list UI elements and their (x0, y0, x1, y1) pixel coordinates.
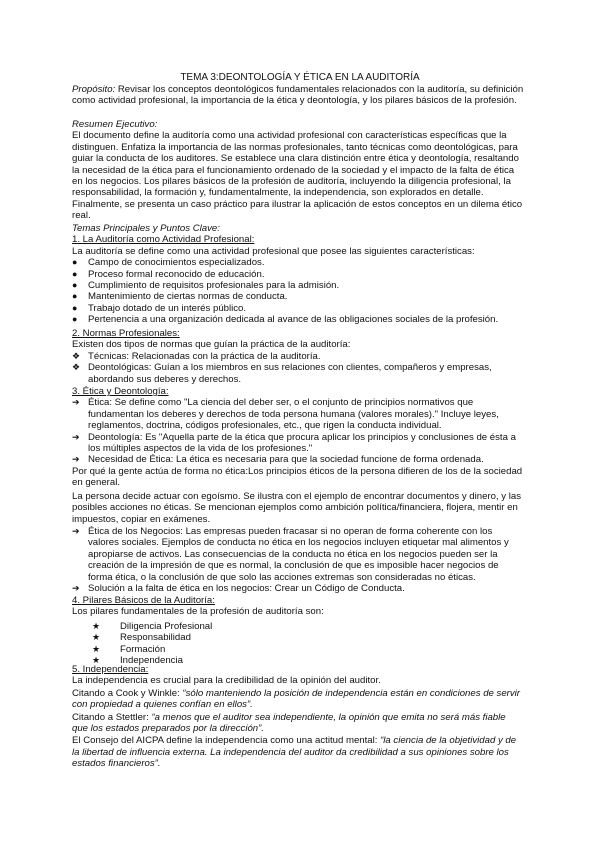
list-item: ● Pertenencia a una organización dedicada al avance de las obligaciones sociales de la profesión. (72, 314, 499, 326)
section-intro: Existen dos tipos de normas que guían la práctica de la auditoría: (72, 339, 351, 351)
list-item: ➔ Solución a la falta de ética en los negocios: Crear un Código de Conducta. (72, 583, 405, 595)
list-item: ➔ Ética de los Negocios: Las empresas pueden fracasar si no operan de forma coherente con los valores sociales. Ejemplos de conducta no ética en los negocios incluyen etiquetar mal alimentos y apropiarse de activos. Las consecuencias de la conducta no ética en los negocios pueden ser la creación de la impresión de que es normal, la conclusión de que es imposible hacer negocios de forma ética, o la conclusión de que solo las acciones extremas son consideradas no éticas. (72, 526, 509, 583)
themes-label: Temas Principales y Puntos Clave: (72, 223, 220, 234)
list-item: ➔ Necesidad de Ética: La ética es necesaria para que la sociedad funcione de forma ordenada. (72, 454, 484, 466)
star-list (72, 621, 524, 667)
summary-text: El documento define la auditoría como una actividad profesional con características específicas que la distinguen. Enfatiza la importancia de las normas profesionales, tanto técnicas como deontológicas, para guiar la conducta de los auditores. Se establece una clara distinción entre ética y deontología, resaltando la necesidad de la ética para el funcionamiento ordenado de la sociedad y el impacto de la falta de ética en los negocios. Los pilares básicos de la profesión de auditoría, incluyendo la diligencia profesional, la responsabilidad, la formación y, fundamentalmente, la independencia, son explorados en detalle. Finalmente, se presenta un caso práctico para ilustrar la aplicación de estos conceptos en un dilema ético real. (72, 130, 523, 222)
section-3-business (72, 526, 524, 594)
list-item: ● Cumplimiento de requisitos profesionales para la admisión. (72, 280, 340, 292)
list-item: ★ Independencia (92, 655, 183, 667)
section-1 (72, 223, 524, 326)
list-item: ❖ Técnicas: Relacionadas con la práctica de la auditoría. (72, 350, 321, 362)
list-item: ● Proceso formal reconocido de educación. (72, 268, 265, 280)
list-item: ★ Responsabilidad (92, 632, 191, 644)
section-heading: 3. Ética y Deontología: (72, 386, 169, 397)
section-5 (72, 664, 524, 770)
quote-aicpa: El Consejo del AICPA define la independencia como una actitud mental: “la ciencia de la objetividad y de la libertad de influencia externa. La independencia del auditor da credibilidad a sus opiniones sobre los estados financieros”. (72, 735, 517, 770)
list-item: ● Trabajo dotado de un interés público. (72, 302, 247, 314)
bullet-icon: ● (72, 314, 78, 325)
summary-block (72, 119, 524, 222)
star-icon: ★ (92, 655, 101, 666)
section-intro: Los pilares fundamentales de la profesión de auditoría son: (72, 606, 324, 618)
section-3-paragraphs (72, 466, 524, 525)
section-heading: 4. Pilares Básicos de la Auditoría: (72, 595, 215, 606)
bullet-icon: ● (72, 268, 78, 279)
summary-label: Resumen Ejecutivo: (72, 119, 158, 130)
diamond-icon: ❖ (72, 350, 81, 361)
section-intro: La independencia es crucial para la credibilidad de la opinión del auditor. (72, 675, 381, 687)
star-icon: ★ (92, 632, 101, 643)
purpose-label: Propósito: (72, 84, 116, 95)
arrow-list (72, 526, 524, 594)
purpose-block (72, 84, 524, 107)
arrow-icon: ➔ (72, 583, 80, 594)
section-3 (72, 386, 524, 466)
arrow-icon: ➔ (72, 397, 80, 408)
section-heading: 5. Independencia: (72, 664, 149, 675)
purpose-text: Revisar los conceptos deontológicos fundamentales relacionados con la auditoría, su definición como actividad profesional, la importancia de la ética y deontología, y los pilares básicos de la profesión. (72, 84, 524, 107)
bullet-list (72, 257, 524, 325)
document-title: TEMA 3:DEONTOLOGÍA Y ÉTICA EN LA AUDITORÍA (180, 72, 420, 83)
section-heading: 2. Normas Profesionales: (72, 328, 180, 339)
arrow-icon: ➔ (72, 431, 80, 442)
bullet-icon: ● (72, 302, 78, 313)
diamond-list (72, 351, 524, 385)
star-icon: ★ (92, 643, 101, 654)
list-item: ● Mantenimiento de ciertas normas de conducta. (72, 291, 288, 303)
list-item: ➔ Deontología: Es "Aquella parte de la ética que procura aplicar los principios y conclusiones de ésta a los múltiples aspectos de la vida de los profesiones." (72, 431, 516, 455)
section-4 (72, 595, 524, 666)
section-heading: 1. La Auditoría como Actividad Profesional: (72, 234, 255, 246)
list-item: ❖ Deontológicas: Guían a los miembros en sus relaciones con clientes, compañeros y empresas, abordando sus deberes y derechos. (72, 362, 492, 385)
bullet-icon: ● (72, 291, 78, 302)
diamond-icon: ❖ (72, 362, 81, 373)
paragraph: La persona decide actuar con egoísmo. Se ilustra con el ejemplo de encontrar documentos y dinero, y las posibles acciones no éticas. Se mencionan ejemplos como ambición política/financiera, flojera, mentir en impuestos, copiar en exámenes. (72, 490, 522, 525)
arrow-icon: ➔ (72, 526, 80, 536)
arrow-icon: ➔ (72, 454, 80, 465)
list-item: ★ Formación (92, 643, 166, 655)
list-item: ➔ Ética: Se define como "La ciencia del deber ser, o el conjunto de principios normativos que fundamentan los deberes y derechos de toda persona humana (valores morales)." Incluye leyes, reglamentos, doctrina, códigos profesionales, etc., que rigen la conducta individual. (72, 397, 499, 432)
bullet-icon: ● (72, 280, 78, 291)
bullet-icon: ● (72, 257, 78, 268)
section-intro: La auditoría se define como una actividad profesional que posee las siguientes características: (72, 245, 475, 257)
paragraph: Por qué la gente actúa de forma no ética:Los principios éticos de la persona difieren de los de la sociedad en general. (72, 466, 523, 489)
list-item: ● Campo de conocimientos especializados. (72, 257, 265, 269)
arrow-list (72, 397, 524, 465)
star-icon: ★ (92, 620, 101, 631)
quote-stettler: Citando a Stettler: “a menos que el auditor sea independiente, la opinión que emita no será más fiable que los estados preparados por la dirección”. (72, 711, 506, 735)
quote-cook: Citando a Cook y Winkle: “sólo manteniendo la posición de independencia están en condiciones de servir con propiedad a quienes confían en ellos”. (72, 687, 520, 711)
list-item: ★ Diligencia Profesional (92, 620, 213, 632)
section-2 (72, 328, 524, 385)
